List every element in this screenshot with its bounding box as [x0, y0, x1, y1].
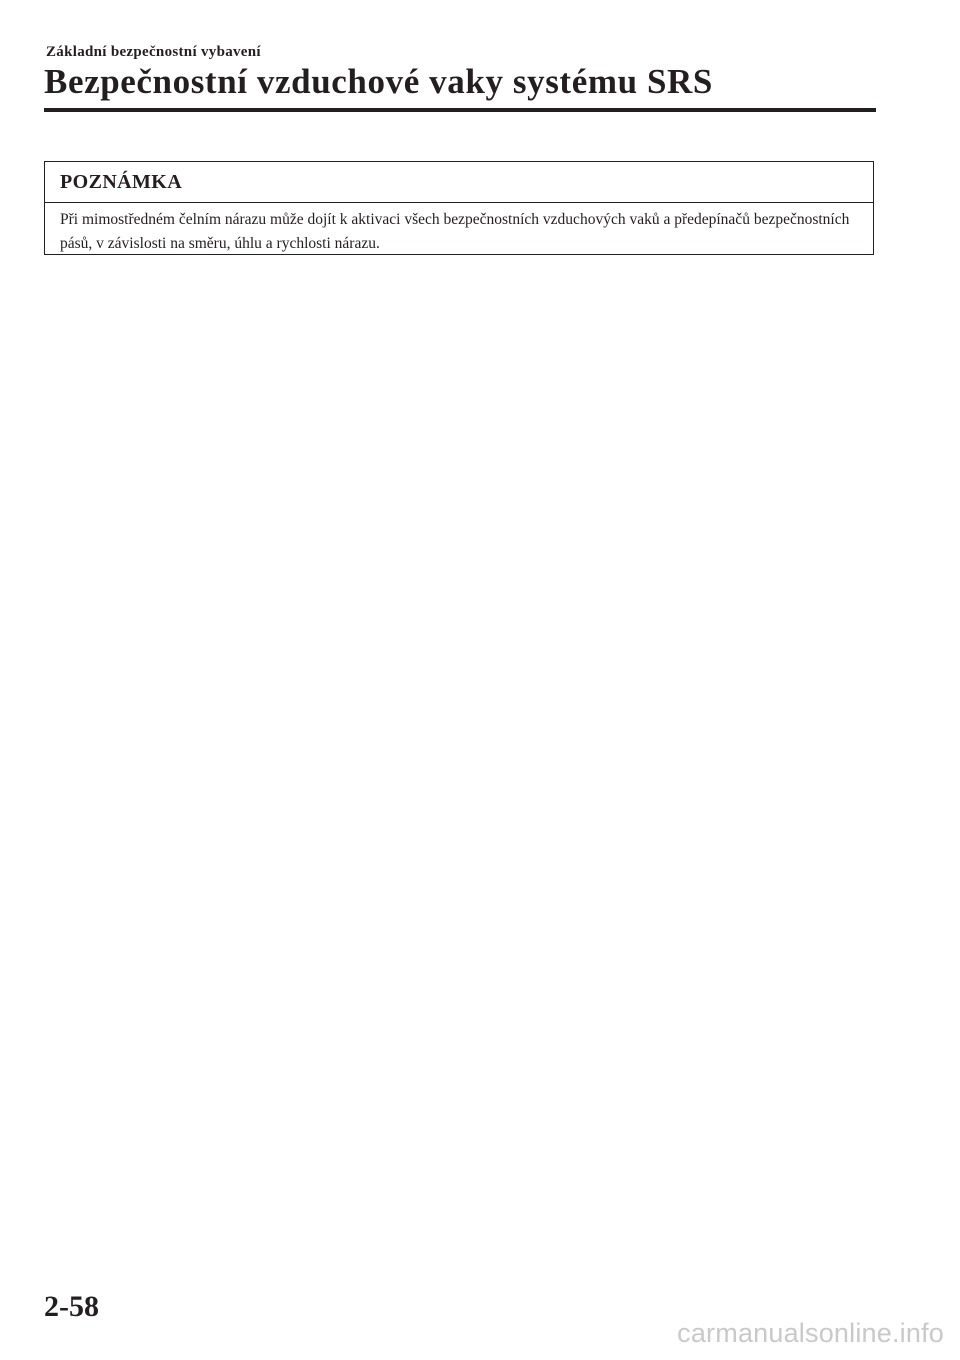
page-number: 2-58	[44, 1290, 99, 1323]
note-box	[44, 161, 874, 255]
note-text: Při mimostředném čelním nárazu může dojít k aktivaci všech bezpečnostních vzduchových vaků a předepínačů bezpečnostních pásů, v závislosti na směru, úhlu a rychlosti nárazu.	[60, 211, 850, 252]
section-label: Základní bezpečnostní vybavení	[46, 44, 261, 60]
page-title: Bezpečnostní vzduchové vaky systému SRS	[44, 62, 714, 101]
note-header: POZNÁMKA	[45, 162, 873, 203]
title-rule	[44, 108, 876, 112]
watermark: carmanualsonline.info	[677, 1318, 944, 1348]
